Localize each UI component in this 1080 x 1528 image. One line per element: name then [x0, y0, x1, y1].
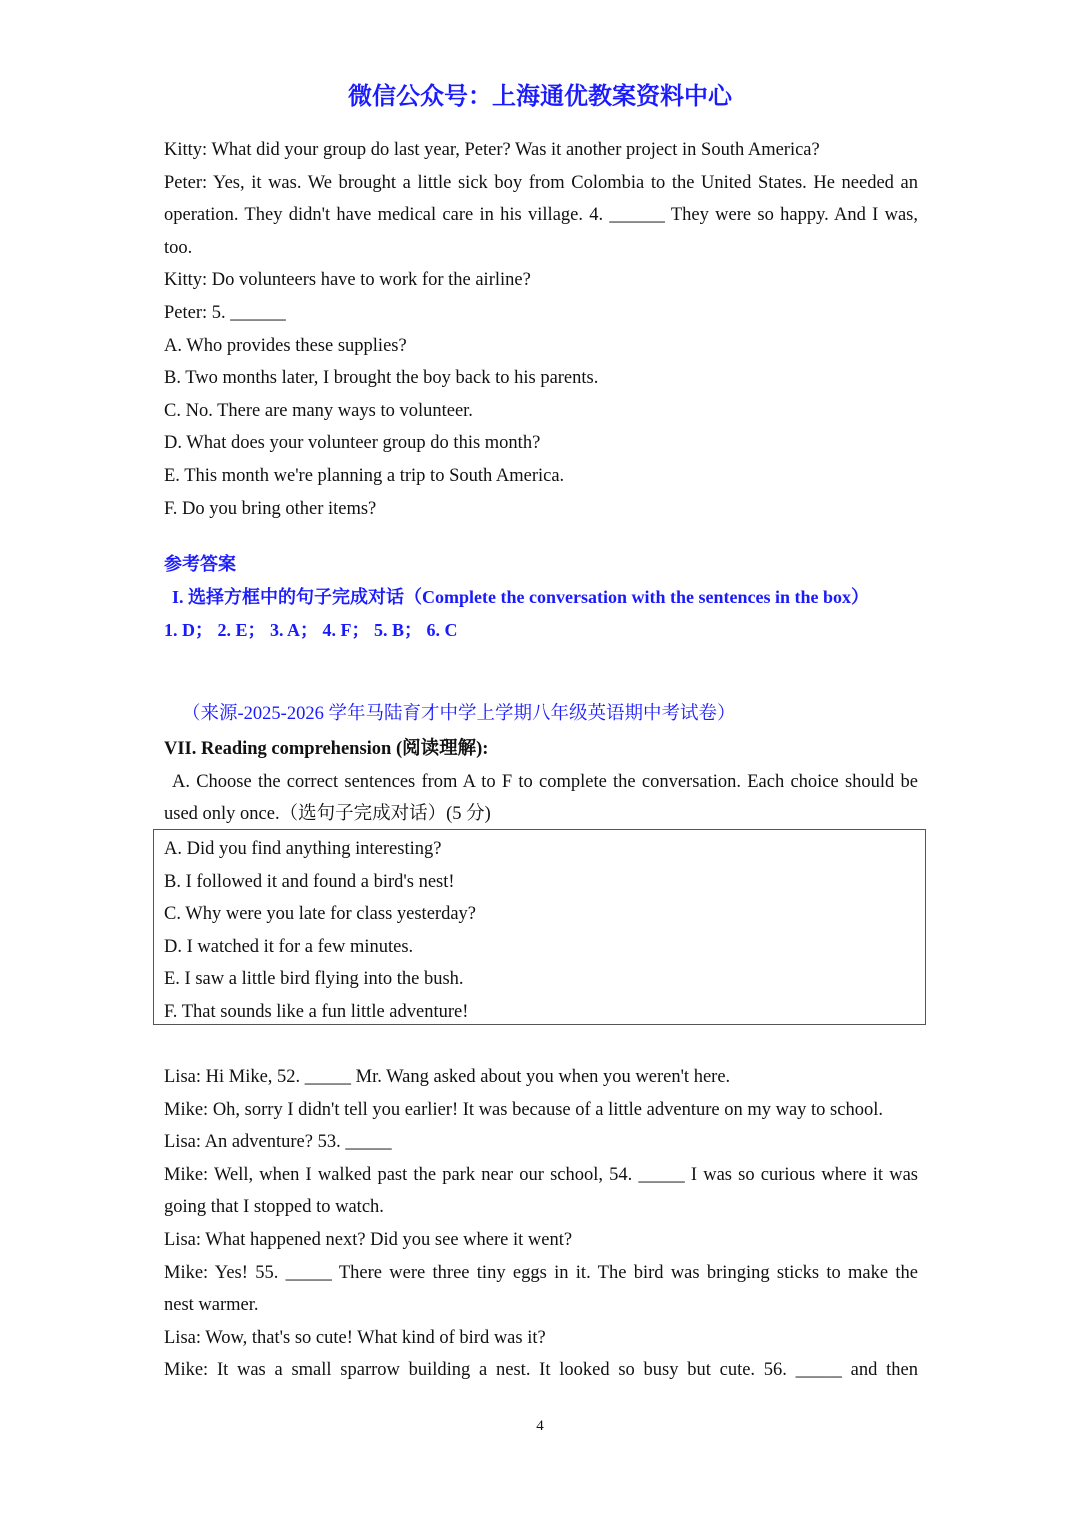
option-item: F. Do you bring other items?	[164, 498, 377, 519]
section-instruction: A. Choose the correct sentences from A to F to complete the conversation. Each choice should be	[172, 771, 918, 792]
option-item: A. Who provides these supplies?	[164, 335, 407, 356]
dialogue-lisa-mike	[164, 1061, 918, 1387]
answer-key-section: I. 选择方框中的句子完成对话（Complete the conversation with the sentences in the box）	[172, 587, 869, 607]
dialogue-line: Kitty: Do volunteers have to work for the airline?	[164, 270, 531, 291]
reading-section	[164, 733, 918, 831]
dialogue-line: Mike: Well, when I walked past the park near our school, 54. _____ I was so curious where it was	[164, 1164, 918, 1185]
dialogue-line: Lisa: Wow, that's so cute! What kind of bird was it?	[164, 1327, 546, 1348]
dialogue-line: Mike: It was a small sparrow building a nest. It looked so busy but cute. 56. _____ and then	[164, 1360, 918, 1381]
option-item: E. This month we're planning a trip to South America.	[164, 465, 565, 486]
dialogue-line: Peter: 5. ______	[164, 302, 286, 323]
dialogue-line: going that I stopped to watch.	[164, 1197, 384, 1218]
dialogue-line: Mike: Oh, sorry I didn't tell you earlier! It was because of a little adventure on my way to school.	[164, 1099, 883, 1120]
page-number: 4	[536, 1418, 544, 1434]
dialogue-kitty-peter	[164, 134, 918, 525]
option-item: D. I watched it for a few minutes.	[164, 936, 414, 957]
option-item: B. I followed it and found a bird's nest!	[164, 871, 455, 892]
answer-key-list: 1. D； 2. E； 3. A； 4. F； 5. B； 6. C	[164, 620, 458, 640]
option-item: D. What does your volunteer group do this month?	[164, 433, 541, 454]
dialogue-line: Kitty: What did your group do last year, Peter? Was it another project in South America?	[164, 140, 820, 160]
dialogue-line: operation. They didn't have medical care in his village. 4. ______ They were so happy. And I was,	[164, 205, 918, 226]
dialogue-line: Mike: Yes! 55. _____ There were three tiny eggs in it. The bird was bringing sticks to make the	[164, 1262, 918, 1283]
option-item: C. Why were you late for class yesterday?	[164, 904, 476, 925]
dialogue-line: Lisa: What happened next? Did you see where it went?	[164, 1229, 573, 1250]
dialogue-line: nest warmer.	[164, 1295, 259, 1316]
options-box	[153, 829, 926, 1025]
option-item: E. I saw a little bird flying into the bush.	[164, 969, 464, 990]
section-title: VII. Reading comprehension (阅读理解):	[164, 739, 489, 759]
option-item: C. No. There are many ways to volunteer.	[164, 400, 473, 421]
dialogue-line: Peter: Yes, it was. We brought a little sick boy from Colombia to the United States. He needed an	[164, 172, 918, 193]
answer-key-title: 参考答案	[164, 554, 236, 575]
option-item: B. Two months later, I brought the boy back to his parents.	[164, 368, 599, 389]
page-header-title: 微信公众号：上海通优教案资料中心	[348, 82, 732, 110]
answer-key	[164, 548, 924, 647]
source-note: （来源-2025-2026 学年马陆育才中学上学期八年级英语期中考试卷）	[182, 704, 736, 724]
dialogue-line: Lisa: An adventure? 53. _____	[164, 1132, 392, 1153]
option-item: F. That sounds like a fun little adventure!	[164, 1001, 469, 1022]
dialogue-line: Lisa: Hi Mike, 52. _____ Mr. Wang asked about you when you weren't here.	[164, 1067, 731, 1087]
option-item: A. Did you find anything interesting?	[164, 839, 442, 859]
section-instruction: used only once.（选句子完成对话）(5 分)	[164, 804, 491, 825]
dialogue-line: too.	[164, 237, 193, 258]
